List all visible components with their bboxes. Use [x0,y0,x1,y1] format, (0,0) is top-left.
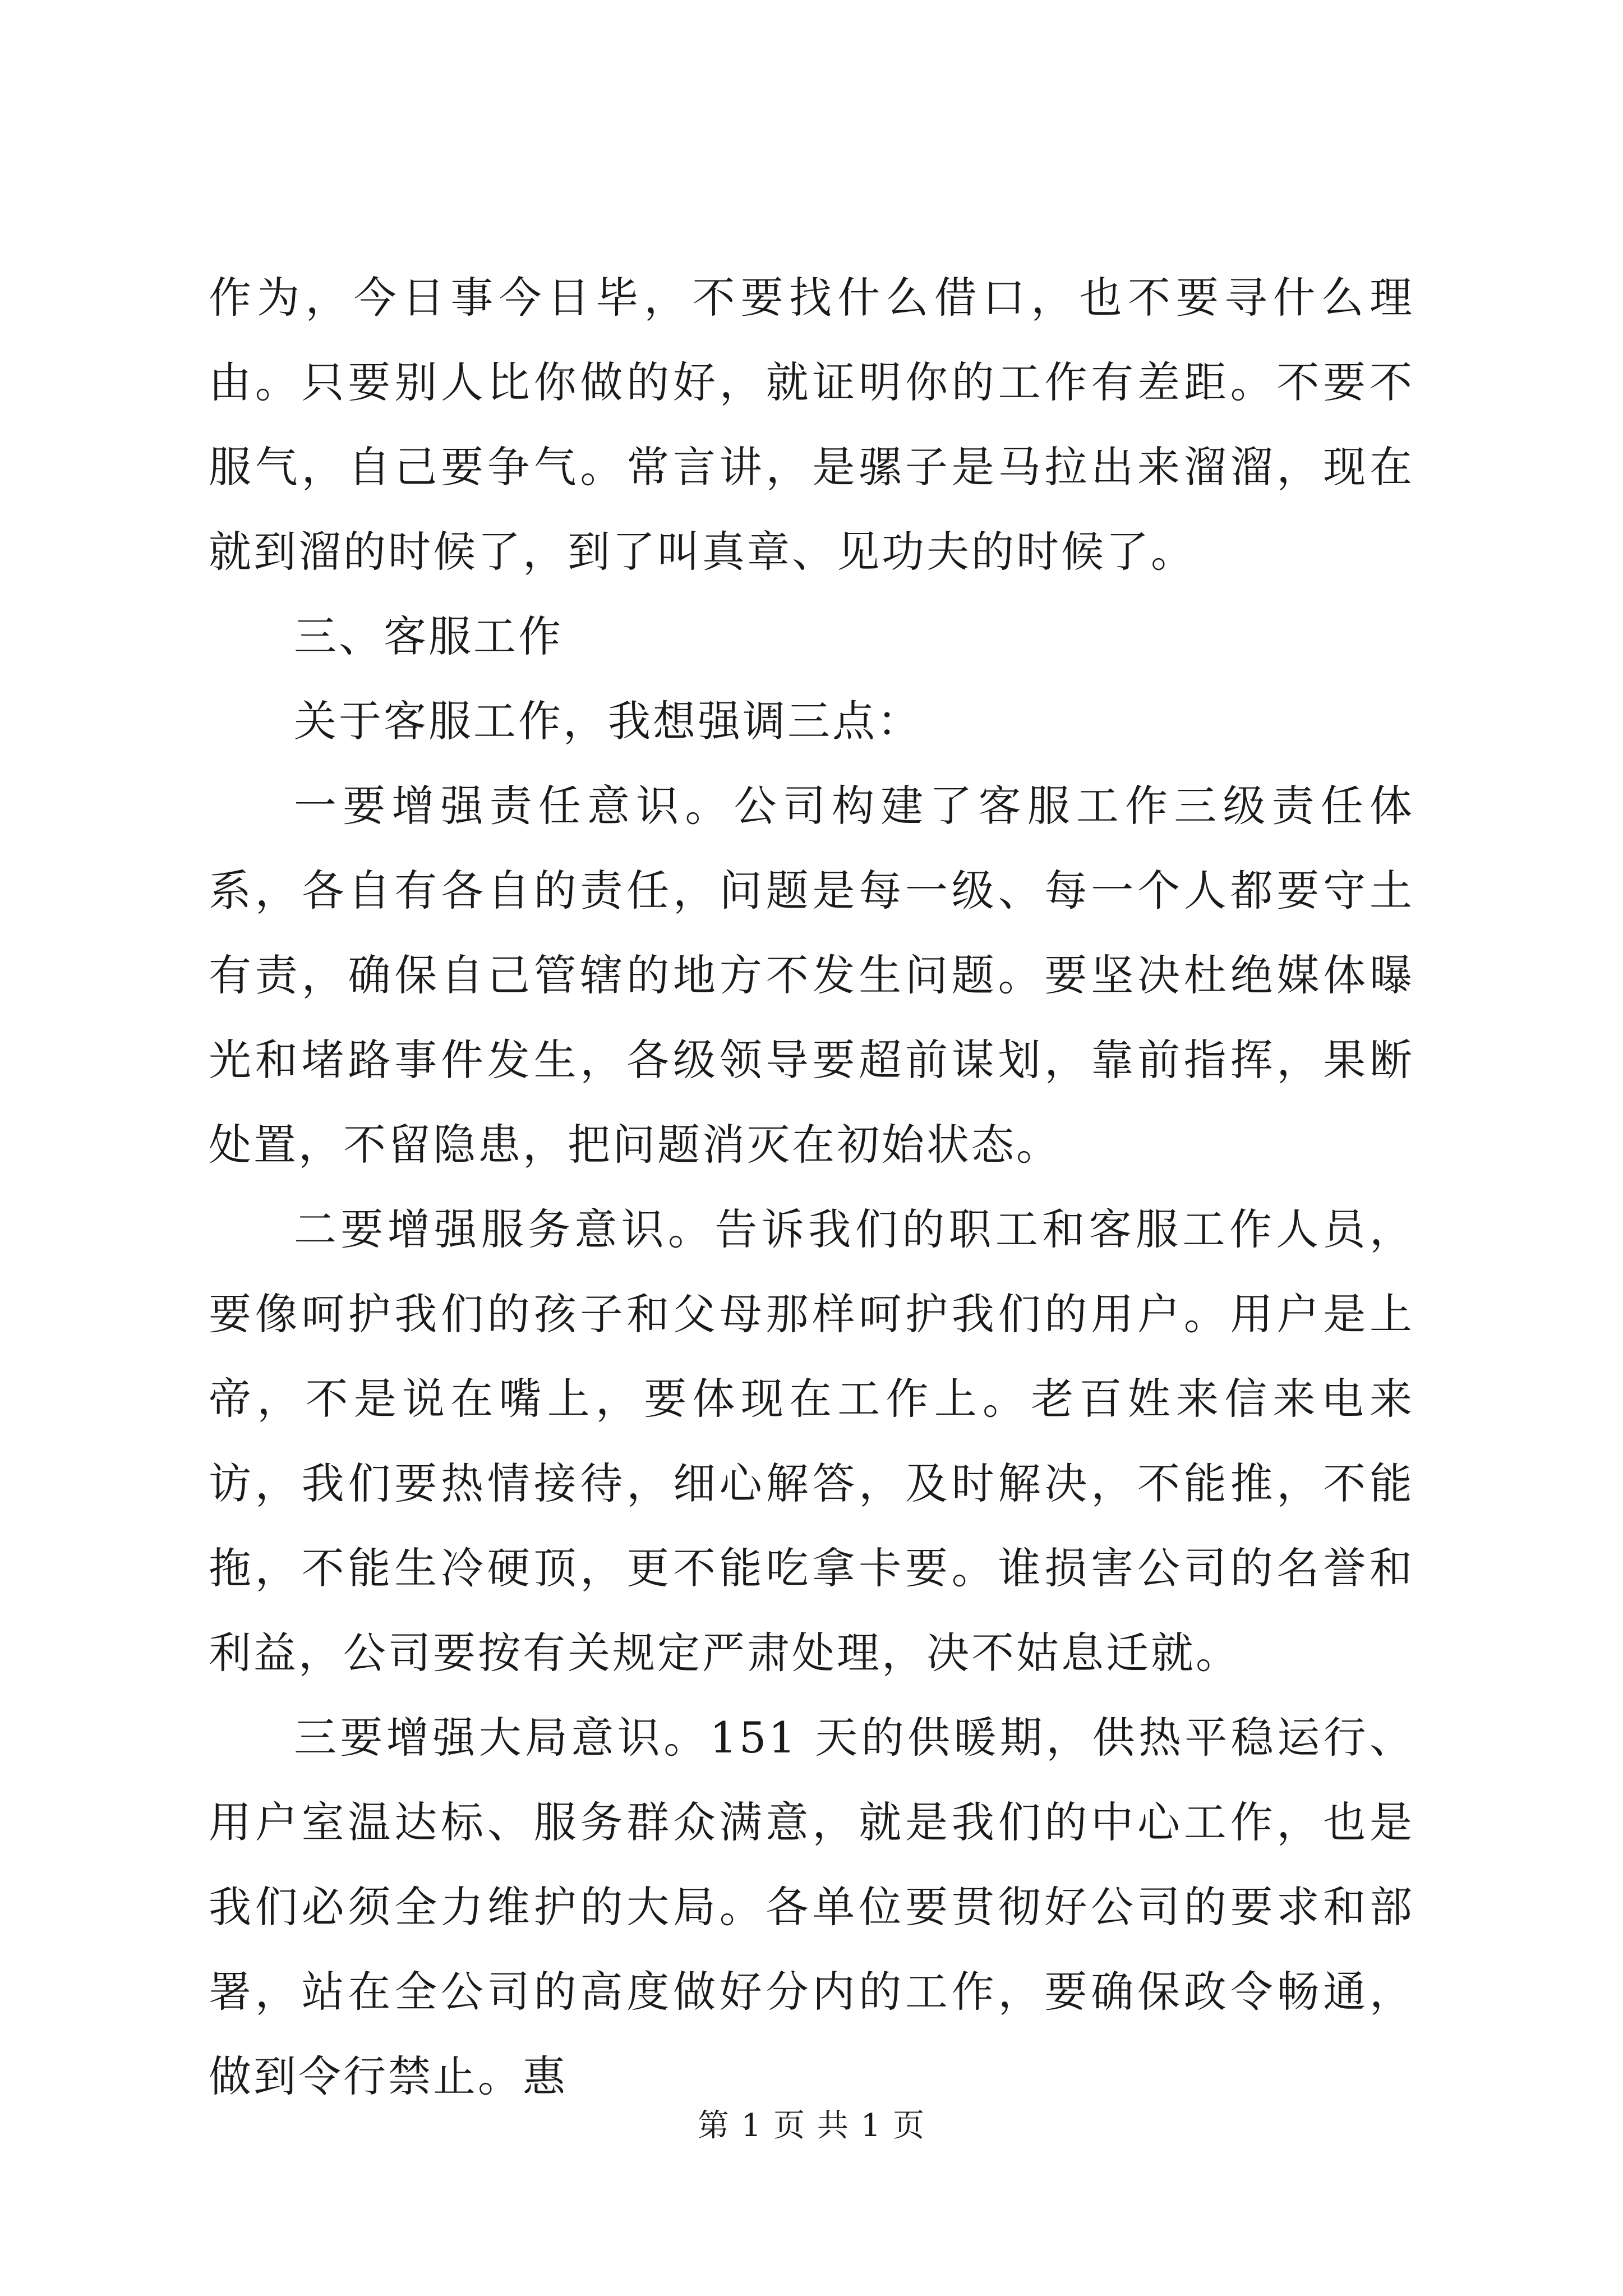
paragraph-responsibility: 一要增强责任意识。公司构建了客服工作三级责任体系，各自有各自的责任，问题是每一级、每一个人都要守土有责，确保自己管辖的地方不发生问题。要坚决杜绝媒体曝光和堵路事件发生，各级领导要超前谋划，靠前指挥，果断处置，不留隐患，把问题消灭在初始状态。 [209,781,1414,1170]
section-heading-customer-service: 三、客服工作 [294,611,563,661]
paragraph-overall: 三要增强大局意识。151 天的供暖期，供热平稳运行、用户室温达标、服务群众满意，就是我们的中心工作，也是我们必须全力维护的大局。各单位要贯彻好公司的要求和部署，站在全公司的高度做好分内的工作，要确保政令畅通，做到令行禁止。惠 [209,1713,1414,2101]
document-body [209,255,1414,2119]
paragraph-1: 作为，今日事今日毕，不要找什么借口，也不要寻什么理由。只要别人比你做的好，就证明你的工作有差距。不要不服气，自己要争气。常言讲，是骡子是马拉出来溜溜，现在就到溜的时候了，到了叫真章、见功夫的时候了。 [209,273,1414,577]
paragraph-intro: 关于客服工作，我想强调三点： [294,696,922,746]
page-footer: 第 1 页 共 1 页 [697,2108,926,2144]
paragraph-service: 二要增强服务意识。告诉我们的职工和客服工作人员，要像呵护我们的孩子和父母那样呵护我们的用户。用户是上帝，不是说在嘴上，要体现在工作上。老百姓来信来电来访，我们要热情接待，细心解答，及时解决，不能推，不能拖，不能生冷硬顶，更不能吃拿卡要。谁损害公司的名誉和利益，公司要按有关规定严肃处理，决不姑息迁就。 [209,1204,1414,1678]
